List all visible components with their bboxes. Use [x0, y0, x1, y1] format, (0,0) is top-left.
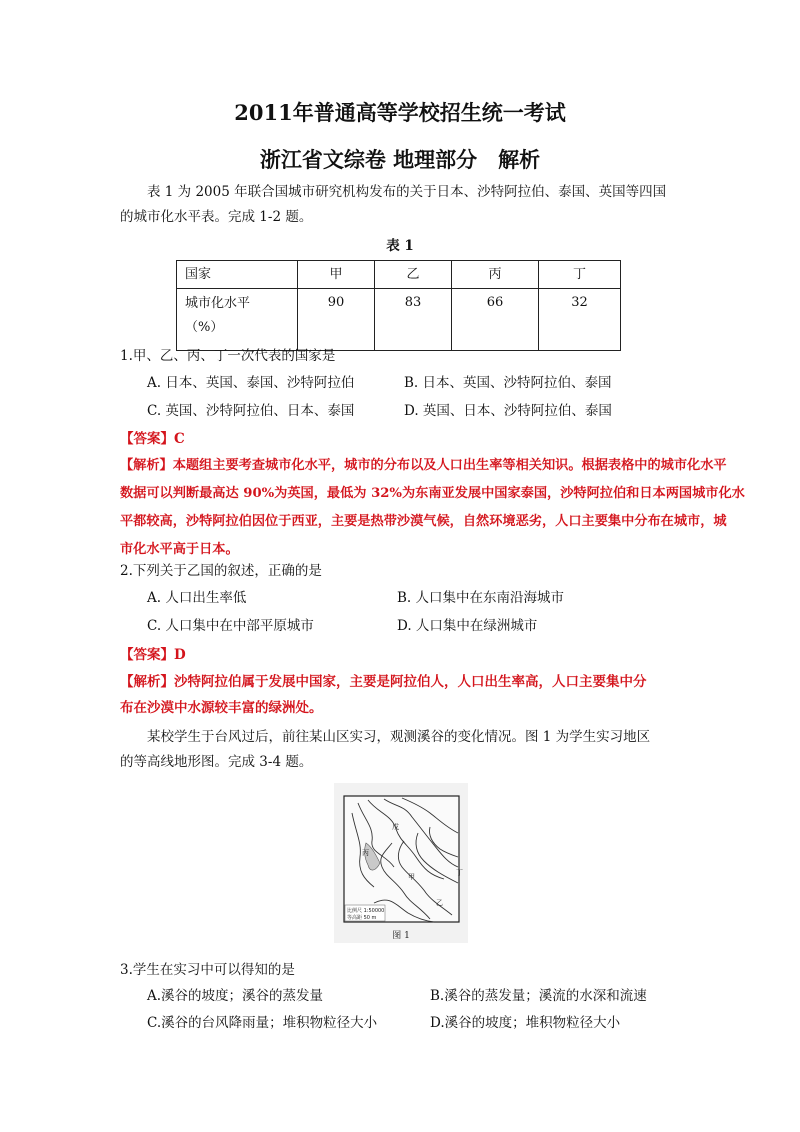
- contour-map-figure: [334, 783, 468, 943]
- q3-option-c: C.溪谷的台风降雨量；堆积物粒径大小: [147, 1015, 378, 1031]
- table-cell: 83: [375, 289, 452, 351]
- q1-option-a: A. 日本、英国、泰国、沙特阿拉伯: [147, 375, 355, 391]
- intro-line-1: 表 1 为 2005 年联合国城市研究机构发布的关于日本、沙特阿拉伯、泰国、英国等四国: [147, 184, 667, 200]
- intro-line-2: 的城市化水平表。完成 1-2 题。: [120, 209, 313, 225]
- table-header-cell: 乙: [375, 261, 452, 289]
- q1-answer: 【答案】C: [120, 431, 185, 447]
- map-scale: 比例尺 1:50000: [347, 908, 385, 914]
- page-subtitle: 浙江省文综卷 地理部分 解析: [259, 147, 541, 172]
- table-header-cell: 甲: [298, 261, 375, 289]
- q3-option-a: A.溪谷的坡度；溪谷的蒸发量: [147, 988, 324, 1004]
- q1-option-b: B. 日本、英国、沙特阿拉伯、泰国: [404, 375, 612, 391]
- map-label: 戊: [392, 823, 399, 831]
- figure-caption: 图 1: [392, 931, 410, 941]
- q2-option-b: B. 人口集中在东南沿海城市: [397, 590, 565, 606]
- q2-stem: 2.下列关于乙国的叙述，正确的是: [120, 563, 322, 579]
- q3-option-d: D.溪谷的坡度；堆积物粒径大小: [430, 1015, 621, 1031]
- q2-analysis-line: 【解析】沙特阿拉伯属于发展中国家，主要是阿拉伯人，人口出生率高，人口主要集中分: [120, 674, 647, 690]
- contour-map: [334, 783, 468, 943]
- table-cell: 66: [452, 289, 539, 351]
- table-header-row: [177, 261, 621, 289]
- urbanization-table: [176, 260, 621, 351]
- q2-option-a: A. 人口出生率低: [147, 590, 247, 606]
- q2-analysis-line: 布在沙漠中水源较丰富的绿洲处。: [120, 700, 323, 716]
- table-cell: 32: [539, 289, 621, 351]
- q2-option-d: D. 人口集中在绿洲城市: [397, 618, 538, 634]
- map-label: 丙: [362, 849, 369, 857]
- table-header-cell: 丙: [452, 261, 539, 289]
- table-caption: 表 1: [386, 238, 414, 254]
- map-label: 丁: [456, 869, 463, 877]
- map-label: 甲: [408, 873, 415, 881]
- page-title: 2011年普通高等学校招生统一考试: [234, 100, 566, 125]
- table-header-cell: 国家: [177, 261, 298, 289]
- q1-analysis-line: 数据可以判断最高达 90%为英国，最低为 32%为东南亚发展中国家泰国，沙特阿拉伯和日本两国城市化水: [120, 486, 745, 501]
- q1-analysis-line: 市化水平高于日本。: [120, 542, 239, 557]
- q1-option-c: C. 英国、沙特阿拉伯、日本、泰国: [147, 403, 355, 419]
- table-row-label: [177, 289, 298, 351]
- map-label: 乙: [436, 899, 443, 907]
- q1-option-d: D. 英国、日本、沙特阿拉伯、泰国: [404, 403, 612, 419]
- q3-option-b: B.溪谷的蒸发量；溪流的水深和流速: [430, 988, 647, 1004]
- q1-analysis-line: 平都较高，沙特阿拉伯因位于西亚，主要是热带沙漠气候，自然环境恶劣，人口主要集中分布在城市，城: [120, 514, 727, 529]
- q1-analysis-line: 【解析】本题组主要考查城市化水平，城市的分布以及人口出生率等相关知识。根据表格中的城市化水平: [120, 458, 727, 473]
- table-header-cell: 丁: [539, 261, 621, 289]
- table-row: [177, 289, 621, 351]
- intro2-line-2: 的等高线地形图。完成 3-4 题。: [120, 754, 313, 770]
- row-label-line-2: （%）: [185, 320, 224, 335]
- row-label-line-1: 城市化水平: [185, 296, 251, 311]
- map-contour-interval: 等高距 50 m: [347, 915, 377, 921]
- q2-answer: 【答案】D: [120, 647, 186, 663]
- q2-option-c: C. 人口集中在中部平原城市: [147, 618, 314, 634]
- q3-stem: 3.学生在实习中可以得知的是: [120, 962, 295, 978]
- q1-stem: 1.甲、乙、丙、丁一次代表的国家是: [120, 348, 336, 364]
- intro2-line-1: 某校学生于台风过后，前往某山区实习，观测溪谷的变化情况。图 1 为学生实习地区: [147, 729, 651, 745]
- table-cell: 90: [298, 289, 375, 351]
